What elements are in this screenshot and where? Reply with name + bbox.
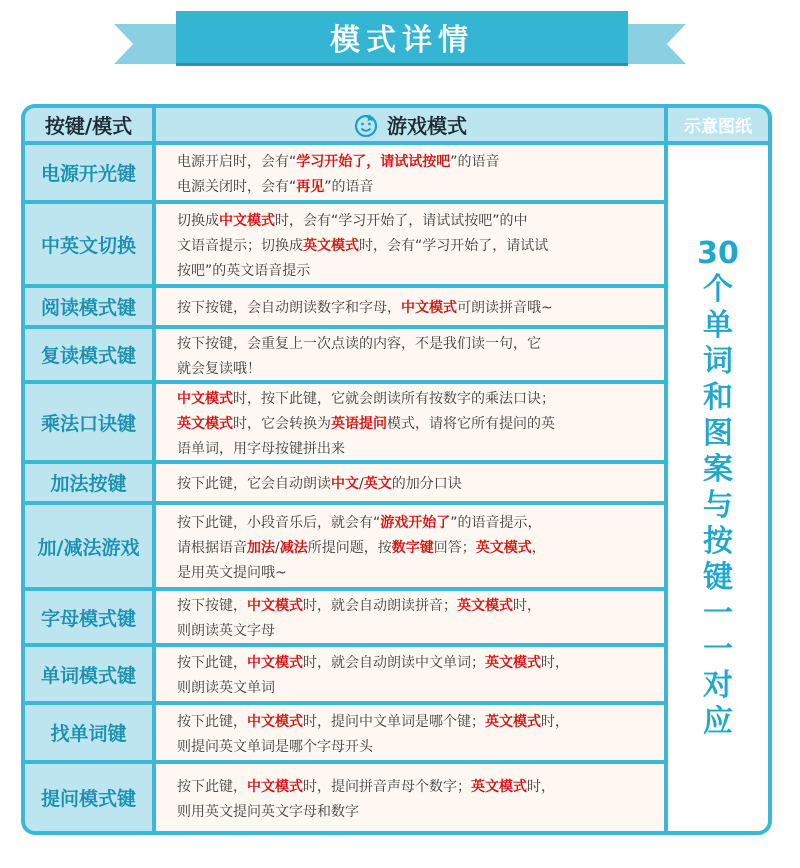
row-description <box>156 464 664 501</box>
row-key-label: 加法按键 <box>25 464 152 501</box>
description-text: ”的语音提示， <box>450 514 542 531</box>
highlight-text: 中文模式 <box>247 778 303 795</box>
title-banner <box>176 11 628 63</box>
description-text: 是用英文提问哦~ <box>177 564 287 581</box>
description-text: 电源开启时，会有“ <box>177 153 297 170</box>
description-text: 时，提问拼音声母个数字； <box>303 778 471 795</box>
diagram-note-char: 与 <box>703 488 733 523</box>
smiley-icon <box>353 112 379 138</box>
description-text: 时，就会自动朗读拼音； <box>303 598 457 614</box>
diagram-note-char: 一 <box>703 596 733 631</box>
description-text: 所提问题，按 <box>307 539 392 556</box>
description-text: 文语音提示；切换成 <box>177 237 303 254</box>
row-key-label: 复读模式键 <box>25 329 152 380</box>
row-description <box>156 288 664 325</box>
description-text: 切换成 <box>177 212 219 229</box>
row-description <box>156 204 664 284</box>
highlight-text: 游戏开始了 <box>380 514 451 531</box>
description-text: 语单词，用字母按键拼出来 <box>177 440 345 457</box>
description-text: 模式，请将它所有提问的英 <box>387 415 555 432</box>
description-text: 则提问英文单词是哪个字母开头 <box>177 738 373 755</box>
row-description <box>156 647 664 701</box>
row-description <box>156 764 664 831</box>
row-description <box>156 384 664 460</box>
highlight-text: 再见 <box>296 178 325 195</box>
diagram-note-char: 30 <box>697 236 739 271</box>
diagram-note-char: 键 <box>703 560 733 595</box>
description-text: 的加分口诀 <box>391 476 462 492</box>
highlight-text: 中文模式 <box>247 598 303 614</box>
description-text: 时，它会转换为 <box>233 415 331 432</box>
highlight-text: 英文模式 <box>303 237 359 254</box>
highlight-text: 中文模式 <box>177 390 233 407</box>
description-text: 按下此键，小段音乐后，就会有“ <box>177 514 381 531</box>
description-text: 时， <box>541 655 569 671</box>
description-text: 按下此键， <box>177 655 247 671</box>
description-text: 按下此键， <box>177 713 247 730</box>
mode-table <box>21 104 772 835</box>
header-key-mode: 按键/模式 <box>25 108 152 141</box>
description-text: 则朗读英文单词 <box>177 680 275 696</box>
highlight-text: 中文模式 <box>219 212 275 229</box>
diagram-note <box>668 145 768 831</box>
highlight-text: 数字键 <box>391 539 434 556</box>
description-text: 按下此键，它会自动朗读 <box>177 476 331 492</box>
header-game-mode <box>156 108 664 141</box>
description-text: 按下按键，会自动朗读数字和字母， <box>177 300 401 316</box>
highlight-text: 英文模式 <box>471 778 527 795</box>
row-key-label: 加/减法游戏 <box>25 505 152 587</box>
row-description <box>156 145 664 200</box>
description-text: 按下按键，会重复上一次点读的内容，不是我们读一句，它 <box>177 335 541 352</box>
description-text: 电源关闭时，会有“ <box>177 178 297 195</box>
description-text: 时， <box>541 713 569 730</box>
diagram-note-char: 案 <box>703 452 733 487</box>
highlight-text: 中文模式 <box>401 300 457 316</box>
diagram-note-char: 个 <box>703 272 733 307</box>
highlight-text: 英文模式 <box>485 655 541 671</box>
description-text: 请根据语音 <box>177 539 247 556</box>
diagram-note-char: 按 <box>703 524 733 559</box>
description-text: 时， <box>527 778 555 795</box>
row-key-label: 中英文切换 <box>25 204 152 284</box>
row-description <box>156 329 664 380</box>
highlight-text: 英文模式 <box>457 598 513 614</box>
row-key-label: 提问模式键 <box>25 764 152 831</box>
row-key-label: 找单词键 <box>25 705 152 760</box>
description-text: 就会复读哦！ <box>177 360 261 377</box>
row-key-label: 阅读模式键 <box>25 288 152 325</box>
highlight-text: 英文模式 <box>485 713 541 730</box>
row-key-label: 电源开光键 <box>25 145 152 200</box>
description-text: 按下按键， <box>177 598 247 614</box>
highlight-text: 英语提问 <box>331 415 387 432</box>
highlight-text: 中文 <box>331 476 359 492</box>
highlight-text: 中文模式 <box>247 655 303 671</box>
description-text: 按吧”的英文语音提示 <box>177 262 311 279</box>
description-text: 可朗读拼音哦~ <box>457 300 553 316</box>
description-text: 按下此键， <box>177 778 247 795</box>
diagram-note-char: 对 <box>703 668 733 703</box>
page-title: 模式详情 <box>330 23 474 58</box>
row-description <box>156 505 664 587</box>
row-key-label: 单词模式键 <box>25 647 152 701</box>
diagram-note-char: 应 <box>703 704 733 739</box>
description-text: 时，就会自动朗读中文单词； <box>303 655 485 671</box>
row-description <box>156 591 664 643</box>
highlight-text: 英文模式 <box>177 415 233 432</box>
description-text: ”的语音 <box>324 178 374 195</box>
description-text: 则用英文提问英文字母和数字 <box>177 803 359 820</box>
header-diagram: 示意图纸 <box>668 108 768 141</box>
highlight-text: 学习开始了，请试试按吧 <box>296 153 451 170</box>
description-text: / <box>359 476 364 492</box>
diagram-note-char: 单 <box>703 308 733 343</box>
description-text: 时，按下此键，它就会朗读所有按数字的乘法口诀； <box>233 390 555 407</box>
highlight-text: 中文模式 <box>247 713 303 730</box>
row-key-label: 乘法口诀键 <box>25 384 152 460</box>
description-text: 时，提问中文单词是哪个键； <box>303 713 485 730</box>
description-text: 时，会有“学习开始了，请试试按吧”的中 <box>275 212 528 229</box>
diagram-note-char: 词 <box>703 344 733 379</box>
highlight-text: 加法 <box>247 539 275 556</box>
diagram-note-char: 图 <box>703 416 733 451</box>
description-text: 时，会有“学习开始了，请试试 <box>359 237 549 254</box>
description-text: 时， <box>513 598 541 614</box>
header-game-mode-label: 游戏模式 <box>387 114 467 138</box>
diagram-note-char: 和 <box>703 380 733 415</box>
description-text: / <box>275 539 280 556</box>
row-key-label: 字母模式键 <box>25 591 152 643</box>
highlight-text: 英文 <box>363 476 392 492</box>
row-description <box>156 705 664 760</box>
diagram-note-char: 一 <box>703 632 733 667</box>
description-text: 则朗读英文字母 <box>177 623 275 639</box>
description-text: ， <box>531 539 546 556</box>
highlight-text: 减法 <box>279 539 308 556</box>
highlight-text: 英文模式 <box>475 539 532 556</box>
description-text: ”的语音 <box>450 153 500 170</box>
description-text: 回答； <box>433 539 476 556</box>
